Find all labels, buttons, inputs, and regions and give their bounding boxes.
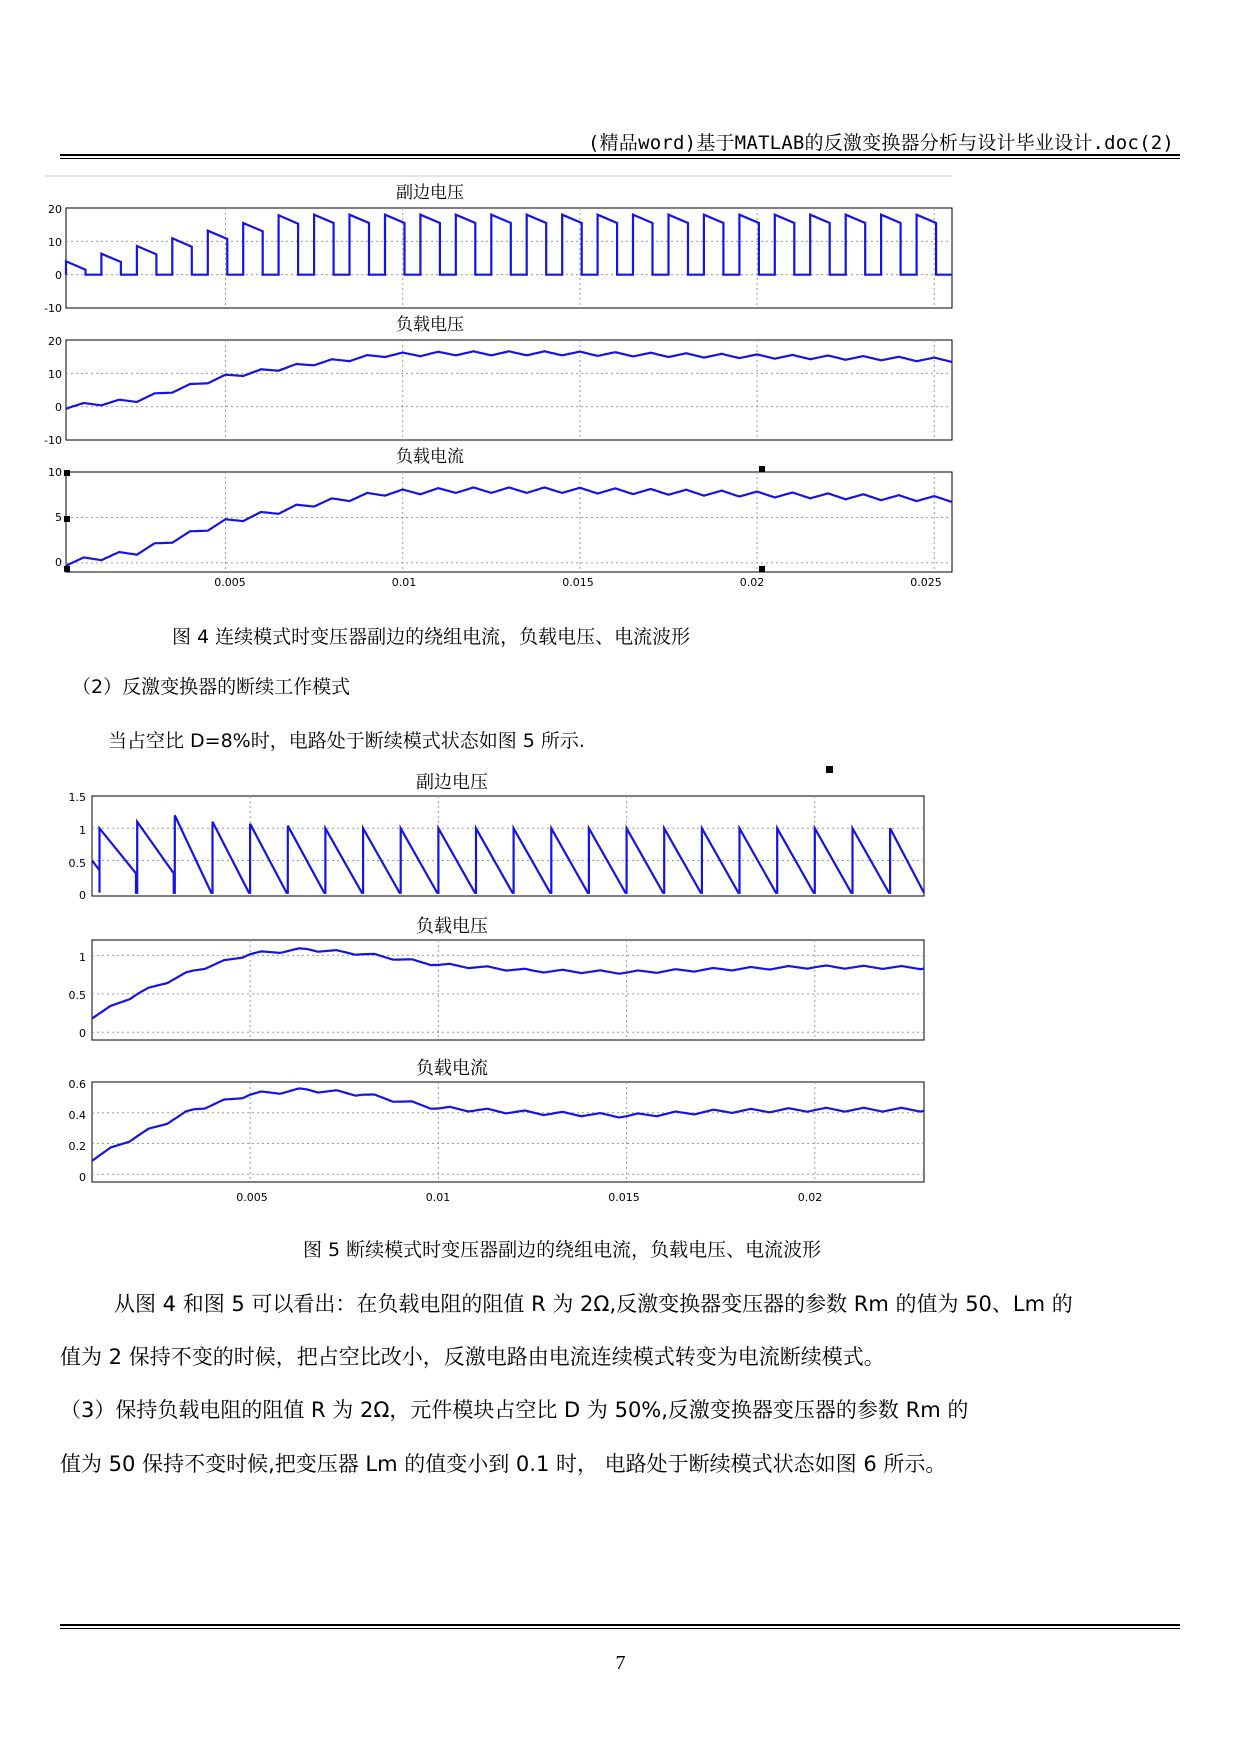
fig5-panel1-grid xyxy=(92,796,924,896)
fig5-panel2-ytick: 1 xyxy=(79,951,86,964)
fig5-panel1-ytick: 1.5 xyxy=(68,791,86,804)
fig4-panel1-ytick: -10 xyxy=(44,302,62,315)
fig4-panel1-ytick: 0 xyxy=(55,269,62,282)
fig4-xtick: 0.025 xyxy=(910,576,942,589)
fig4-panel3-title: 负载电流 xyxy=(396,447,464,467)
fig5-panel1-axes xyxy=(92,796,924,896)
fig5-panel3-ytick: 0.2 xyxy=(68,1140,86,1153)
fig5-panel1-ytick: 0.5 xyxy=(68,857,86,870)
figure4 xyxy=(44,176,952,589)
paragraph-section3-line1: （3）保持负载电阻的阻值 R 为 2Ω，元件模块占空比 D 为 50%,反激变换器变压器的参数 Rm 的 xyxy=(60,1398,969,1422)
fig5-xtick: 0.02 xyxy=(797,1191,823,1204)
fig4-handle xyxy=(64,470,70,476)
fig4-xtick: 0.02 xyxy=(739,576,765,589)
fig5-panel3-ytick: 0 xyxy=(79,1171,86,1184)
paragraph-section3-line2: 值为 50 保持不变时候,把变压器 Lm 的值变小到 0.1 时， 电路处于断续模式状态如图 6 所示。 xyxy=(60,1452,947,1476)
fig4-handle xyxy=(759,566,765,572)
figure5 xyxy=(69,766,925,1204)
fig5-panel3-axes xyxy=(92,1082,924,1182)
figure5-caption: 图 5 断续模式时变压器副边的绕组电流，负载电压、电流波形 xyxy=(303,1239,822,1261)
fig4-panel2-ytick: 20 xyxy=(48,335,62,348)
fig5-panel3-title: 负载电流 xyxy=(416,1058,488,1079)
footer-rule xyxy=(60,1624,1180,1626)
fig5-panel1-series-line xyxy=(92,815,924,892)
section-heading-intermittent: （2）反激变换器的断续工作模式 xyxy=(72,676,351,698)
fig5-xtick: 0.015 xyxy=(608,1191,640,1204)
page-number: 7 xyxy=(615,1652,626,1674)
fig5-panel1-ytick: 0 xyxy=(79,889,86,902)
footer-rule-thin xyxy=(60,1628,1180,1629)
fig5-panel2-ytick: 0 xyxy=(79,1027,86,1040)
paragraph-duty-ratio: 当占空比 D=8%时，电路处于断续模式状态如图 5 所示. xyxy=(108,730,585,752)
fig5-panel1-ytick: 1 xyxy=(79,824,86,837)
fig4-panel2-ytick: 0 xyxy=(55,401,62,414)
fig5-panel3-grid xyxy=(92,1082,924,1182)
fig5-panel2-title: 负载电压 xyxy=(416,916,488,937)
fig4-xtick: 0.015 xyxy=(562,576,594,589)
fig4-panel1-ytick: 10 xyxy=(48,236,62,249)
fig4-handle xyxy=(759,466,765,472)
fig4-panel3-series-line xyxy=(66,488,952,566)
fig4-panel2-title: 负载电压 xyxy=(396,315,464,335)
fig4-xtick: 0.005 xyxy=(214,576,246,589)
fig5-panel3-ytick: 0.4 xyxy=(68,1109,86,1122)
fig4-panel2-grid xyxy=(66,340,952,440)
fig4-panel1-title: 副边电压 xyxy=(396,183,464,203)
figure4-caption: 图 4 连续模式时变压器副边的绕组电流，负载电压、电流波形 xyxy=(172,626,691,648)
fig5-panel3-series-line xyxy=(92,1089,924,1161)
fig4-panel2-axes xyxy=(66,340,952,440)
fig5-xtick: 0.005 xyxy=(236,1191,268,1204)
fig5-panel3-ytick: 0.6 xyxy=(68,1078,86,1091)
fig5-panel2-grid xyxy=(92,940,924,1040)
fig4-panel2-ytick: -10 xyxy=(44,434,62,447)
fig5-panel2-ytick: 0.5 xyxy=(68,989,86,1002)
fig4-panel3-ytick: 0 xyxy=(55,556,62,569)
fig5-panel1-title: 副边电压 xyxy=(416,772,488,793)
fig5-xtick: 0.01 xyxy=(425,1191,451,1204)
fig5-panel2-series-line xyxy=(92,948,924,1018)
fig4-panel1-ytick: 20 xyxy=(48,203,62,216)
paragraph-conclusion-line1: 从图 4 和图 5 可以看出：在负载电阻的阻值 R 为 2Ω,反激变换器变压器的参数 Rm 的值为 50、Lm 的 xyxy=(114,1292,1073,1316)
fig4-panel2-series-line xyxy=(66,351,952,408)
fig4-panel3-ytick: 5 xyxy=(55,511,62,524)
document-header-title: (精品word)基于MATLAB的反激变换器分析与设计毕业设计.doc(2) xyxy=(588,132,1174,154)
paragraph-conclusion-line2: 值为 2 保持不变的时候，把占空比改小，反激电路由电流连续模式转变为电流断续模式。 xyxy=(60,1345,885,1369)
fig5-handle xyxy=(826,766,833,773)
fig4-handle xyxy=(64,566,70,572)
fig4-panel1-series-line xyxy=(66,215,952,275)
fig4-panel2-ytick: 10 xyxy=(48,368,62,381)
fig4-xtick: 0.01 xyxy=(391,576,417,589)
fig4-handle xyxy=(64,516,70,522)
fig4-panel3-ytick: 10 xyxy=(48,466,62,479)
